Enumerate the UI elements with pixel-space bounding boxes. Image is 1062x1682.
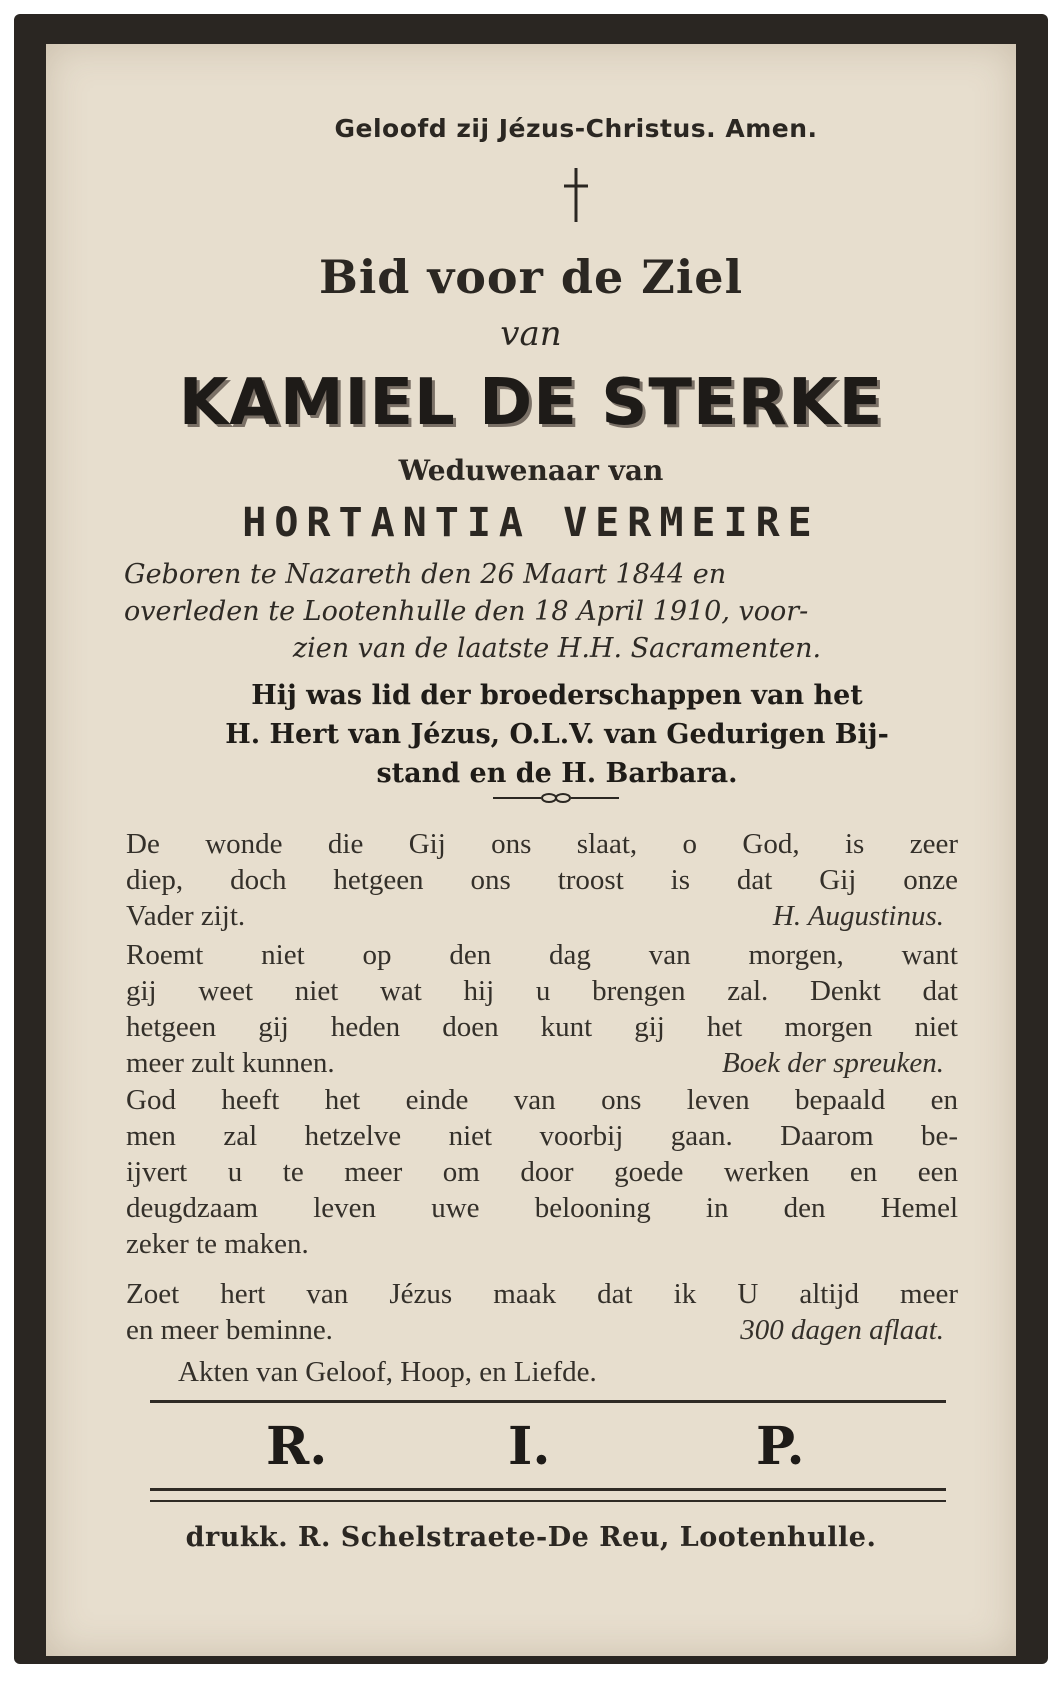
passage-line: men zal hetzelve niet voorbij gaan. Daarom be-: [126, 1120, 958, 1152]
biography-line: Geboren te Nazareth den 26 Maart 1844 en: [124, 559, 727, 590]
passage-line: diep, doch hetgeen ons troost is dat Gij onze: [126, 864, 958, 896]
brotherhood-line: Hij was lid der broederschappen van het: [251, 680, 863, 711]
memorial-card: [14, 14, 1048, 1664]
invocation: Geloofd zij Jézus-Christus. Amen.: [334, 114, 818, 143]
passage-line: De wonde die Gij ons slaat, o God, is zeer: [126, 828, 958, 860]
passage-line: en meer beminne.: [126, 1314, 333, 1346]
passage-line: zeker te maken.: [126, 1228, 309, 1260]
cross-icon: [561, 164, 591, 226]
card-paper: [46, 44, 1016, 1656]
prayer-heading: Bid voor de Ziel: [318, 250, 744, 304]
passage-spreuken: [126, 937, 958, 1081]
rip-letter: I.: [508, 1416, 551, 1477]
passage-line: hetgeen gij heden doen kunt gij het morgen niet: [126, 1011, 958, 1043]
passage-line: God heeft het einde van ons leven bepaald en: [126, 1084, 958, 1116]
passage-line: Zoet hert van Jézus maak dat ik U altijd meer: [126, 1278, 958, 1310]
passage-line: ijvert u te meer om door goede werken en een: [126, 1156, 958, 1188]
divider-rule: [150, 1488, 946, 1491]
biography-line: overleden te Lootenhulle den 18 April 1910, voor-: [124, 596, 809, 627]
brotherhood-line: stand en de H. Barbara.: [376, 758, 738, 789]
passage-source: Boek der spreuken.: [722, 1047, 944, 1079]
spouse-name: HORTANTIA VERMEIRE: [242, 500, 820, 546]
biography: [124, 556, 990, 667]
widower-label: Weduwenaar van: [398, 454, 664, 487]
van-label: van: [500, 314, 562, 354]
printer-credit: drukk. R. Schelstraete-De Reu, Lootenhulle.: [185, 1522, 877, 1553]
acts-line: Akten van Geloof, Hoop, en Liefde.: [178, 1356, 597, 1388]
brotherhoods: [124, 676, 990, 793]
passage-source: 300 dagen aflaat.: [740, 1314, 944, 1346]
ornament-divider: [491, 788, 621, 808]
rip-letter: R.: [266, 1416, 328, 1477]
passage-line: deugdzaam leven uwe belooning in den Hemel: [126, 1192, 958, 1224]
passage-line: Vader zijt.: [126, 900, 246, 932]
divider-rule: [150, 1400, 946, 1403]
biography-line: zien van de laatste H.H. Sacramenten.: [292, 633, 822, 664]
passage-augustinus: [126, 826, 958, 934]
brotherhood-line: H. Hert van Jézus, O.L.V. van Gedurigen Bij-: [225, 719, 889, 750]
passage-source: H. Augustinus.: [772, 900, 944, 932]
passage-line: Roemt niet op den dag van morgen, want: [126, 939, 958, 971]
deceased-name: KAMIEL DE STERKE: [178, 366, 884, 440]
passage-leven: [126, 1082, 958, 1262]
passage-line: meer zult kunnen.: [126, 1047, 335, 1079]
rip-letter: P.: [756, 1416, 805, 1477]
divider-rule: [150, 1500, 946, 1502]
passage-line: gij weet niet wat hij u brengen zal. Denkt dat: [126, 975, 958, 1007]
passage-aflaat: [126, 1276, 958, 1348]
